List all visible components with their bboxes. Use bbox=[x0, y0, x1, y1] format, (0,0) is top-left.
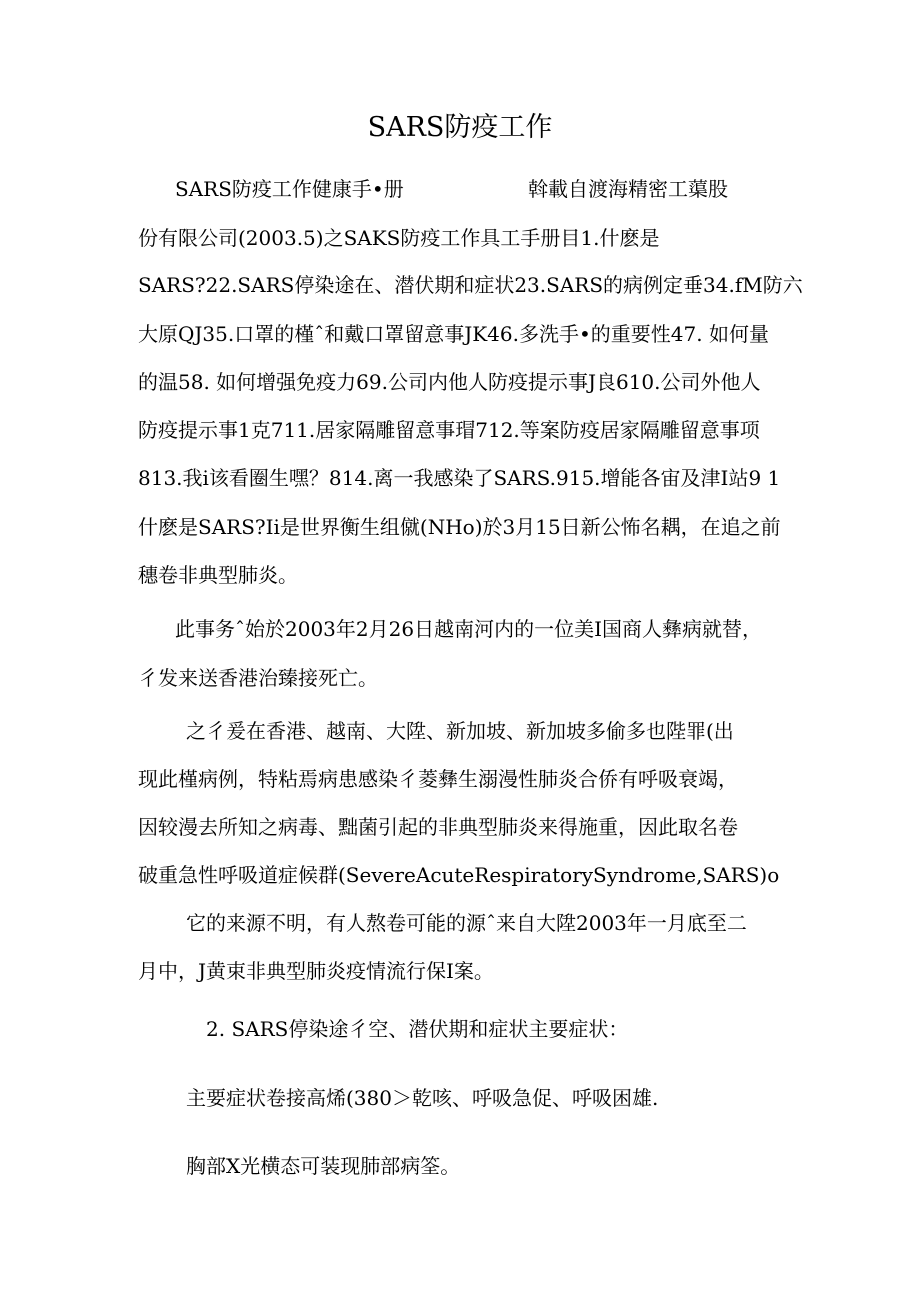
body-line-10: 彳发来送香港治臻接死亡。 bbox=[138, 666, 378, 690]
body-line-3: 大原QJ35.口罩的槿ˆ和戴口罩留意事JK46.多洗手•的重要性47. 如何量 bbox=[138, 322, 769, 346]
subtitle-left: SARS防疫工作健康手•册 bbox=[175, 177, 404, 201]
body-line-5: 防疫提示事1克711.居家隔雕留意事瑁712.等案防疫居家隔雕留意事项 bbox=[138, 418, 760, 442]
body-line-8: 穗卷非典型肺炎。 bbox=[138, 563, 298, 587]
body-line-4: 的温58. 如何增强免疫力69.公司内他人防疫提示事J良610.公司外他人 bbox=[138, 370, 761, 394]
body-line-7: 什麽是SARS?Ii是世界衡生组僦(NHo)於3月15日新公怖名耦，在追之前 bbox=[138, 515, 781, 539]
document-title: SARS防疫工作 bbox=[367, 112, 553, 143]
body-line-2: SARS?22.SARS停染途在、潜伏期和症状23.SARS的病例定垂34.fM防六 bbox=[138, 273, 803, 297]
body-line-9: 此事务ˆ始於2003年2月26日越南河内的一位美I国商人彝病就替， bbox=[175, 617, 762, 641]
body-line-19: 胸部X光横态可装现肺部病筌。 bbox=[186, 1154, 461, 1178]
body-line-12: 现此槿病例，特粘焉病患感染彳菱彝生溺漫性肺炎合侨有呼吸衰竭， bbox=[138, 767, 738, 791]
body-line-14: 破重急性呼吸道症候群(SevereAcuteRespiratorySyndrome,SARS)o bbox=[138, 863, 780, 887]
body-line-13: 因较漫去所知之病毒、黜菌引起的非典型肺炎来得施重，因此取名卷 bbox=[138, 815, 738, 839]
body-line-6: 813.我i该看圈生嘿？814.离一我感染了SARS.915.增能各宙及津I站9 1 bbox=[138, 466, 781, 490]
section-heading-2: 2. SARS停染途彳空、潜伏期和症状主要症状： bbox=[206, 1017, 629, 1041]
body-line-11: 之彳爰在香港、越南、大陞、新加坡、新加坡多偷多也陛罪(出 bbox=[186, 719, 734, 743]
body-line-15: 它的来源不明，有人熬卷可能的源ˆ来自大陞2003年一月底至二 bbox=[186, 911, 747, 935]
subtitle-right: 斡載自渡海精密工蕖股 bbox=[528, 177, 728, 201]
body-line-16: 月中，J黄束非典型肺炎疫情流行保I案。 bbox=[138, 959, 494, 983]
body-line-1: 份有限公司(2003.5)之SAKS防疫工作具工手册目1.什麽是 bbox=[138, 226, 660, 250]
body-line-18: 主要症状卷接高烯(380＞乾咳、呼吸急促、呼吸困雄. bbox=[186, 1086, 659, 1110]
